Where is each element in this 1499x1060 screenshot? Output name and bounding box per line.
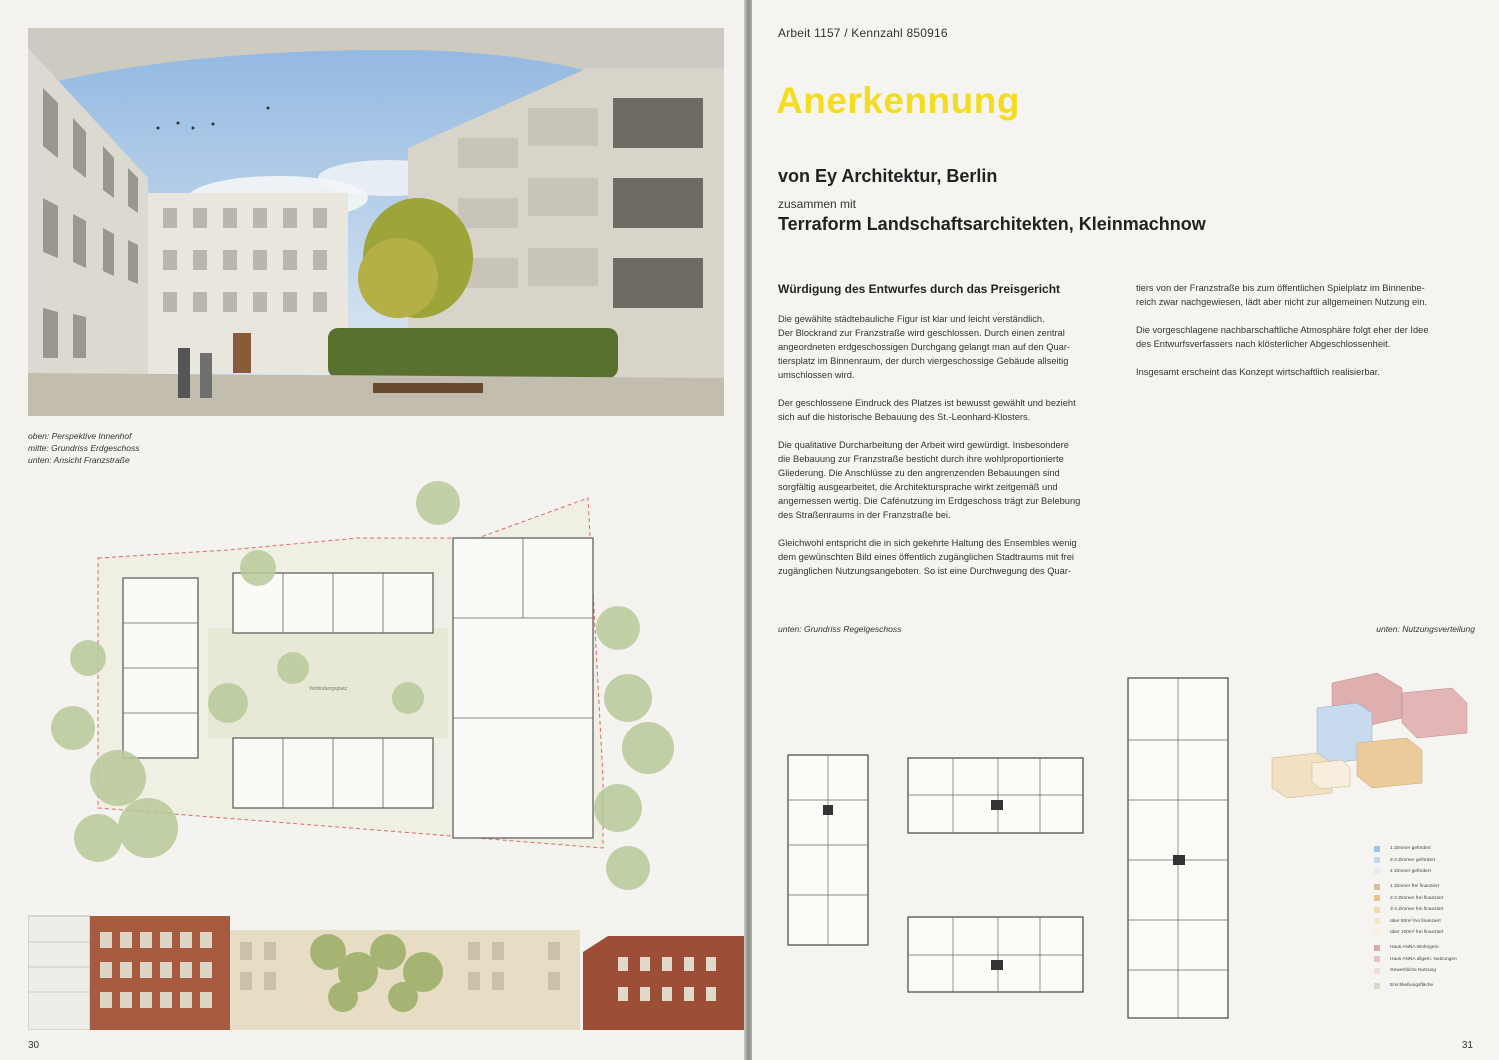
- legend-swatch: [1374, 868, 1380, 874]
- legend-label: Haus ANNA Wohngem.: [1390, 945, 1440, 951]
- architect-name: von Ey Architektur, Berlin: [778, 166, 998, 186]
- legend-swatch: [1374, 983, 1380, 989]
- usage-legend: [1374, 843, 1457, 992]
- usage-axonometry-drawing: [1262, 668, 1472, 808]
- caption-floor-plans: unten: Grundriss Regelgeschoss: [778, 624, 902, 634]
- assessment-paragraph: Die qualitative Durcharbeitung der Arbeit wird gewürdigt. Insbesondere die Bebauung zur Franzstraße besticht durch ihre wohlproportionierte Gliederung. Die Anschlüsse zu den angrenzenden Bebauungen sind sorgfältig ausgearbeitet, die Architektursprache wirkt zeitgemäß und angemessen wertig. Die Cafénutzung im Erdgeschoss trägt zur Belebung des Straßenraums in der Franzstraße bei.: [778, 440, 1081, 520]
- legend-item: [1374, 954, 1457, 965]
- legend-swatch: [1374, 857, 1380, 863]
- legend-item: [1374, 866, 1457, 877]
- legend-label: Gewerbliche Nutzung: [1390, 968, 1436, 974]
- assessment-column-1: [778, 312, 1134, 592]
- legend-swatch: [1374, 895, 1380, 901]
- landscape-architect-name: Terraform Landschaftsarchitekten, Kleinmachnow: [778, 214, 1206, 234]
- together-with-label: zusammen mit: [778, 197, 857, 211]
- assessment-paragraph: tiers von der Franzstraße bis zum öffentlichen Spielplatz im Binnenbe- reich zwar nachgewiesen, lädt aber nicht zur allgemeinen Nutzung ein.: [1136, 283, 1427, 307]
- caption-usage-distribution: unten: Nutzungsverteilung: [1376, 624, 1475, 634]
- plan-label-square: Verbindungsplatz: [308, 686, 348, 692]
- legend-item: [1374, 881, 1457, 892]
- legend-swatch: [1374, 945, 1380, 951]
- legend-item: [1374, 965, 1457, 976]
- assessment-paragraph: Die gewählte städtebauliche Figur ist klar und leicht verständlich. Der Blockrand zur Franzstraße wird geschlossen. Durch einen zentral angeordneten erdgeschossigen Durchgang gelangt man auf den Quar- tiersplatz im Binnenraum, der durch viergeschossige Gebäude allseitig umschlossen wird.: [778, 314, 1071, 380]
- left-figure-captions: [28, 430, 139, 466]
- jury-assessment-heading: Würdigung des Entwurfes durch das Preisgericht: [778, 282, 1061, 296]
- legend-swatch: [1374, 929, 1380, 935]
- page-number-right: 31: [1461, 1040, 1473, 1051]
- legend-label: Haus ANNA allgem. Nutzungen: [1390, 956, 1457, 962]
- street-elevation: [28, 912, 744, 1030]
- right-page: [752, 0, 1499, 1060]
- page-number-left: 30: [28, 1040, 40, 1051]
- legend-swatch: [1374, 968, 1380, 974]
- legend-swatch: [1374, 846, 1380, 852]
- left-page: [0, 0, 745, 1060]
- usage-distribution-axonometry: [1262, 668, 1472, 808]
- assessment-column-2: [1136, 281, 1474, 393]
- assessment-paragraph: Die vorgeschlagene nachbarschaftliche Atmosphäre folgt eher der Idee des Entwurfsverfassers nach klösterlicher Abgeschlossenheit.: [1136, 325, 1429, 349]
- street-elevation-drawing: [28, 912, 744, 1030]
- legend-swatch: [1374, 884, 1380, 890]
- courtyard-perspective-image: [28, 28, 724, 416]
- legend-label: über 100m² frei finanziert: [1390, 929, 1444, 935]
- ground-floor-plan: [28, 478, 724, 896]
- assessment-paragraph: Insgesamt erscheint das Konzept wirtschaftlich realisierbar.: [1136, 367, 1380, 377]
- award-title: Anerkennung: [776, 80, 1020, 121]
- legend-label: über 80m² frei finanziert: [1390, 918, 1441, 924]
- assessment-paragraph: Gleichwohl entspricht die in sich gekehrte Haltung des Ensembles wenig dem gewünschten Bild eines öffentlich zugänglichen Stadtraums mit frei zugänglichen Nutzungsangeboten. So ist eine Durchwegung des Quar-: [778, 538, 1077, 576]
- legend-label: Erschließungsfläche: [1390, 983, 1434, 989]
- legend-label: 1 Zimmer frei finanziert: [1390, 884, 1440, 890]
- legend-item: [1374, 942, 1457, 953]
- legend-label: 1 Zimmer gefördert: [1390, 846, 1431, 852]
- assessment-paragraph: Der geschlossene Eindruck des Platzes ist bewusst gewählt und bezieht sich auf die historische Bebauung des St.-Leonhard-Klosters.: [778, 398, 1076, 422]
- legend-swatch: [1374, 956, 1380, 962]
- caption-bottom: unten: Ansicht Franzstraße: [28, 455, 130, 465]
- legend-label: 2-3 Zimmer gefördert: [1390, 857, 1436, 863]
- legend-swatch: [1374, 918, 1380, 924]
- courtyard-perspective-drawing: [28, 28, 724, 416]
- entry-number: Arbeit 1157 / Kennzahl 850916: [778, 26, 948, 40]
- caption-middle: mitte: Grundriss Erdgeschoss: [28, 443, 140, 453]
- legend-item: [1374, 854, 1457, 865]
- legend-swatch: [1374, 907, 1380, 913]
- legend-item: [1374, 843, 1457, 854]
- legend-label: 2-3 Zimmer frei finanziert: [1390, 895, 1444, 901]
- legend-item: [1374, 927, 1457, 938]
- typical-floor-plans: [778, 660, 1248, 1030]
- legend-label: 3-4 Zimmer frei finanziert: [1390, 907, 1444, 913]
- legend-item: [1374, 980, 1457, 991]
- legend-item: [1374, 904, 1457, 915]
- legend-label: 4 Zimmer gefördert: [1390, 868, 1431, 874]
- ground-floor-plan-drawing: [28, 478, 724, 896]
- typical-floor-plans-drawing: [778, 660, 1248, 1030]
- legend-item: [1374, 915, 1457, 926]
- caption-top: oben: Perspektive Innenhof: [28, 431, 132, 441]
- legend-item: [1374, 893, 1457, 904]
